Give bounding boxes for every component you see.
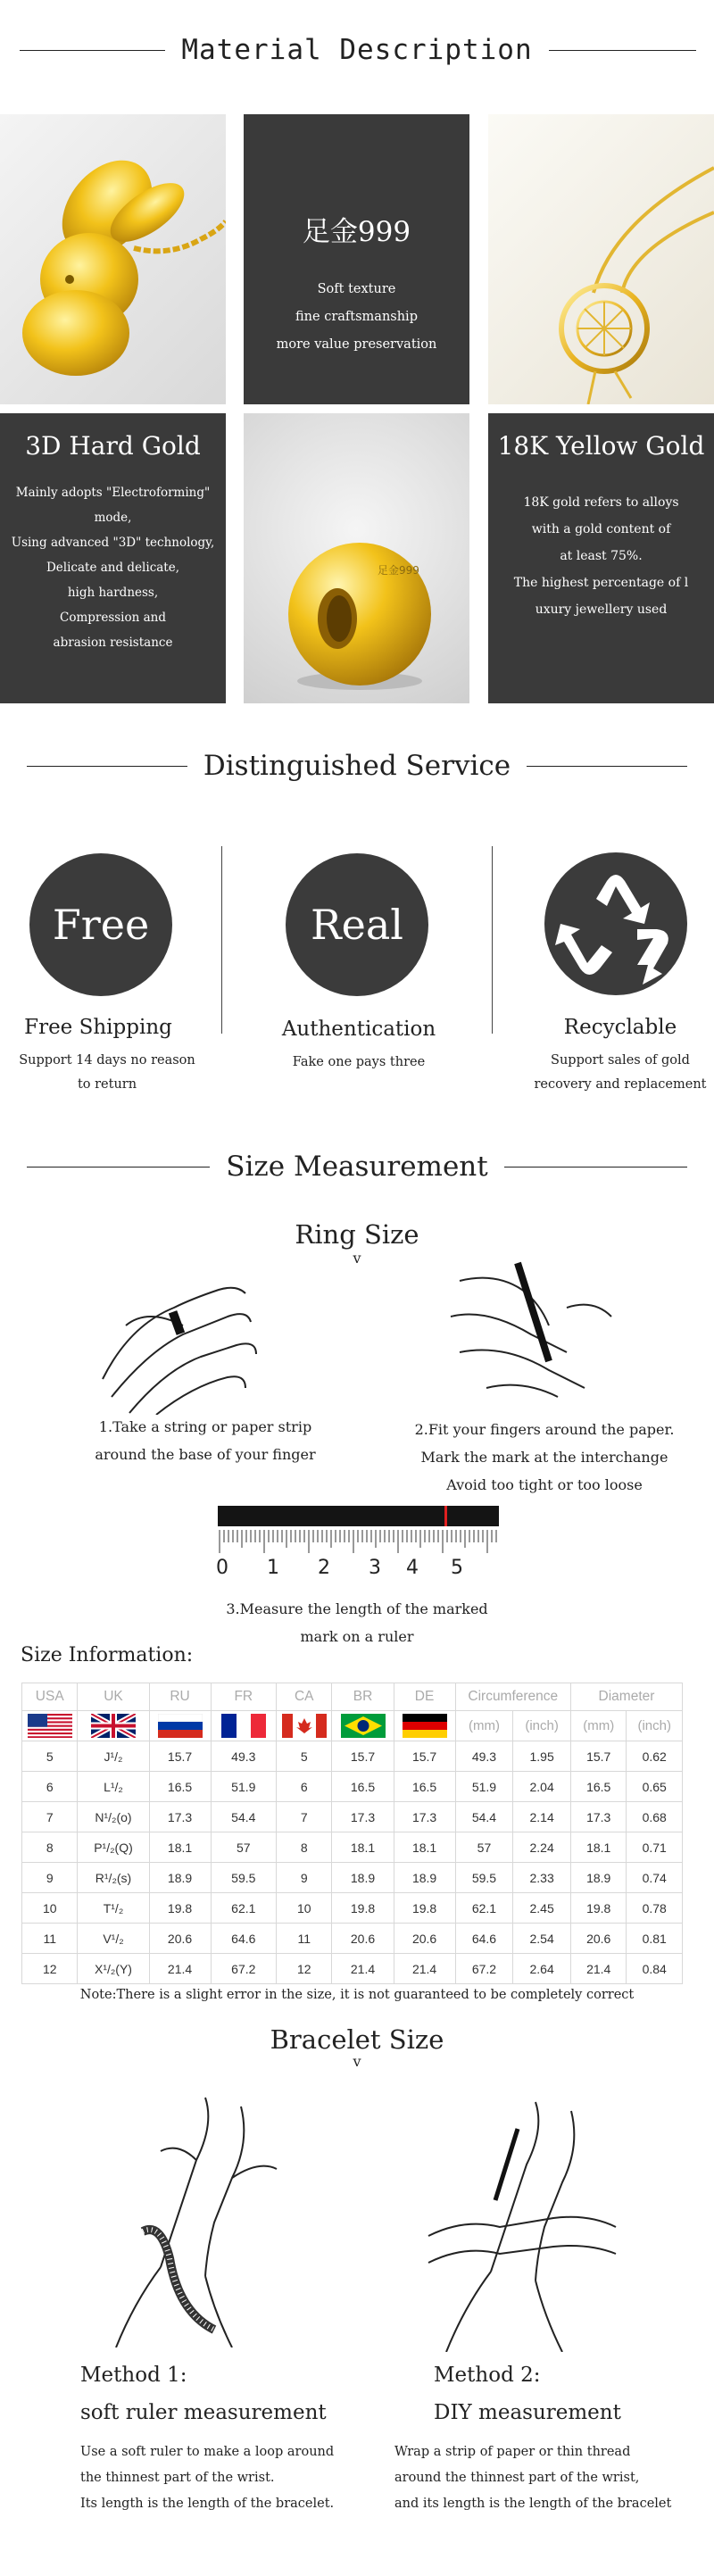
table-row xyxy=(22,1863,683,1893)
germany-flag-icon xyxy=(403,1714,447,1738)
rabbit-pendant-illustration xyxy=(0,114,226,404)
table-row xyxy=(22,1893,683,1924)
table-cell: V¹/₂ xyxy=(78,1924,149,1954)
table-cell: 20.6 xyxy=(570,1924,626,1954)
ruler-number: 2 xyxy=(318,1557,330,1579)
table-cell: 2.04 xyxy=(513,1772,571,1802)
table-cell: 10 xyxy=(22,1893,78,1924)
table-row xyxy=(22,1741,683,1772)
france-flag-icon xyxy=(221,1714,266,1738)
service-divider xyxy=(492,846,493,1034)
ruler-wrist-illustration xyxy=(107,2089,312,2347)
unit-inch: (inch) xyxy=(513,1711,571,1741)
ruler-number: 0 xyxy=(216,1557,228,1579)
table-cell: 2.24 xyxy=(513,1832,571,1863)
table-cell: 11 xyxy=(22,1924,78,1954)
col-br: BR xyxy=(332,1683,394,1711)
table-cell: 6 xyxy=(22,1772,78,1802)
hand-marking-illustration xyxy=(433,1254,638,1415)
table-cell: 21.4 xyxy=(394,1954,455,1984)
table-cell: 0.68 xyxy=(627,1802,683,1832)
gold-bead-illustration xyxy=(244,413,469,703)
canada-flag-icon xyxy=(282,1714,327,1738)
recycle-badge xyxy=(544,852,687,995)
table-cell: 15.7 xyxy=(149,1741,211,1772)
yellow-gold-line: 18K gold refers to alloys xyxy=(523,495,679,510)
table-cell: 16.5 xyxy=(332,1772,394,1802)
table-cell: 0.62 xyxy=(627,1741,683,1772)
ring-step-3: 3.Measure the length of the marked mark on a ruler xyxy=(226,1600,488,1645)
uk-flag-icon xyxy=(91,1714,136,1738)
yellow-gold-line: with a gold content of xyxy=(531,522,671,536)
hard-gold-line: Compression and xyxy=(59,611,166,625)
pure-gold-line: Soft texture xyxy=(317,282,396,296)
table-cell: 67.2 xyxy=(455,1954,513,1984)
hard-gold-tile xyxy=(0,413,226,703)
pure-gold-line: fine craftsmanship xyxy=(295,310,418,324)
table-cell: 67.2 xyxy=(211,1954,276,1984)
ruler-number: 5 xyxy=(451,1557,463,1579)
table-cell: 21.4 xyxy=(149,1954,211,1984)
authentication-heading: Authentication xyxy=(281,1018,436,1041)
table-cell: 19.8 xyxy=(149,1893,211,1924)
table-cell: 64.6 xyxy=(455,1924,513,1954)
paper-strip xyxy=(218,1506,499,1526)
yellow-gold-line: The highest percentage of l xyxy=(513,576,689,590)
size-section-title: Size Measurement xyxy=(0,1144,714,1189)
table-cell: J¹/₂ xyxy=(78,1741,149,1772)
table-cell: 18.9 xyxy=(394,1863,455,1893)
table-cell: R¹/₂(s) xyxy=(78,1863,149,1893)
table-cell: 54.4 xyxy=(455,1802,513,1832)
table-cell: 12 xyxy=(277,1954,332,1984)
table-cell: 51.9 xyxy=(211,1772,276,1802)
table-cell: 62.1 xyxy=(211,1893,276,1924)
free-badge: Free xyxy=(29,853,172,996)
hard-gold-line: Delicate and delicate, xyxy=(46,561,180,575)
col-ru: RU xyxy=(149,1683,211,1711)
hard-gold-heading: 3D Hard Gold xyxy=(25,431,201,461)
table-row xyxy=(22,1954,683,1984)
table-cell: 5 xyxy=(22,1741,78,1772)
strip-mark xyxy=(444,1506,447,1526)
yellow-gold-line: at least 75%. xyxy=(560,549,643,563)
bracelet-size-title: Bracelet Size xyxy=(270,2024,444,2055)
table-cell: 16.5 xyxy=(149,1772,211,1802)
unit-mm: (mm) xyxy=(570,1711,626,1741)
free-shipping-line: Support 14 days no reason xyxy=(19,1053,195,1068)
method-1-title: Method 1: xyxy=(80,2364,187,2387)
table-cell: 0.84 xyxy=(627,1954,683,1984)
table-cell: 19.8 xyxy=(332,1893,394,1924)
table-cell: 62.1 xyxy=(455,1893,513,1924)
table-cell: 18.9 xyxy=(332,1863,394,1893)
yellow-gold-line: uxury jewellery used xyxy=(535,602,668,617)
pure-gold-line: more value preservation xyxy=(276,337,437,352)
ruler-scale xyxy=(218,1530,499,1555)
method-2-title: Method 2: xyxy=(434,2364,541,2387)
table-cell: 8 xyxy=(22,1832,78,1863)
service-divider xyxy=(221,846,222,1034)
table-cell: 15.7 xyxy=(570,1741,626,1772)
ring-size-title: Ring Size xyxy=(295,1219,419,1250)
table-cell: 18.9 xyxy=(149,1863,211,1893)
rabbit-pendant-image xyxy=(0,114,226,404)
table-cell: 19.8 xyxy=(570,1893,626,1924)
table-cell: 54.4 xyxy=(211,1802,276,1832)
col-de: DE xyxy=(394,1683,455,1711)
table-cell: 17.3 xyxy=(332,1802,394,1832)
brazil-flag-icon xyxy=(341,1714,386,1738)
table-cell: L¹/₂ xyxy=(78,1772,149,1802)
table-cell: P¹/₂(Q) xyxy=(78,1832,149,1863)
table-cell: 20.6 xyxy=(149,1924,211,1954)
dreamcatcher-pendant-image xyxy=(488,114,714,404)
recyclable-heading: Recyclable xyxy=(563,1016,677,1039)
table-cell: 11 xyxy=(277,1924,332,1954)
hand-string-illustration xyxy=(94,1272,308,1415)
table-cell: 5 xyxy=(277,1741,332,1772)
table-cell: 19.8 xyxy=(394,1893,455,1924)
table-row xyxy=(22,1802,683,1832)
table-row xyxy=(22,1924,683,1954)
table-cell: 57 xyxy=(211,1832,276,1863)
table-cell: N¹/₂(o) xyxy=(78,1802,149,1832)
col-fr: FR xyxy=(211,1683,276,1711)
table-cell: 0.74 xyxy=(627,1863,683,1893)
table-cell: 18.1 xyxy=(149,1832,211,1863)
table-cell: 59.5 xyxy=(211,1863,276,1893)
table-cell: 10 xyxy=(277,1893,332,1924)
hard-gold-line: Using advanced "3D" technology, xyxy=(11,536,215,550)
table-row xyxy=(22,1832,683,1863)
table-cell: 16.5 xyxy=(394,1772,455,1802)
dreamcatcher-illustration xyxy=(488,114,714,404)
ring-step-1: 1.Take a string or paper strip around the base of your finger xyxy=(95,1418,316,1463)
recyclable-line: recovery and replacement xyxy=(534,1077,707,1092)
authentication-line: Fake one pays three xyxy=(292,1055,426,1069)
table-cell: 2.64 xyxy=(513,1954,571,1984)
ruler-number: 3 xyxy=(369,1557,381,1579)
free-shipping-heading: Free Shipping xyxy=(24,1016,172,1039)
ruler-number: 4 xyxy=(406,1557,419,1579)
table-cell: 7 xyxy=(22,1802,78,1832)
thread-wrist-illustration xyxy=(411,2093,625,2352)
table-cell: 18.1 xyxy=(332,1832,394,1863)
table-cell: 2.54 xyxy=(513,1924,571,1954)
table-cell: 2.33 xyxy=(513,1863,571,1893)
hard-gold-line: Mainly adopts "Electroforming" xyxy=(15,486,211,500)
hard-gold-line: abrasion resistance xyxy=(53,636,173,650)
table-cell: 18.9 xyxy=(570,1863,626,1893)
size-table xyxy=(21,1683,683,1984)
table-cell: 49.3 xyxy=(455,1741,513,1772)
table-cell: 17.3 xyxy=(394,1802,455,1832)
col-uk: UK xyxy=(78,1683,149,1711)
ring-step-2: 2.Fit your fingers around the paper. Mark the mark at the interchange Avoid too tight or too loose xyxy=(414,1421,675,1493)
russia-flag-icon xyxy=(158,1714,203,1738)
ruler-number: 1 xyxy=(267,1557,279,1579)
table-cell: 15.7 xyxy=(394,1741,455,1772)
pure-gold-tile xyxy=(244,114,469,404)
table-cell: 8 xyxy=(277,1832,332,1863)
method-1-description: Use a soft ruler to make a loop around the thinnest part of the wrist. Its length is the length of the bracelet. xyxy=(80,2445,335,2511)
table-cell: 16.5 xyxy=(570,1772,626,1802)
table-cell: 0.78 xyxy=(627,1893,683,1924)
method-2-subtitle: DIY measurement xyxy=(434,2401,621,2424)
table-cell: 20.6 xyxy=(332,1924,394,1954)
chevron-down-icon: v xyxy=(353,1250,361,1267)
table-cell: 51.9 xyxy=(455,1772,513,1802)
table-cell: 9 xyxy=(22,1863,78,1893)
col-circumference: Circumference xyxy=(455,1683,570,1711)
yellow-gold-heading: 18K Yellow Gold xyxy=(497,431,705,461)
recyclable-line: Support sales of gold xyxy=(551,1053,690,1068)
table-cell: 7 xyxy=(277,1802,332,1832)
size-info-title: Size Information: xyxy=(21,1644,194,1666)
table-header-row xyxy=(22,1683,683,1711)
hard-gold-line: high hardness, xyxy=(67,586,159,600)
size-note: Note:There is a slight error in the size, it is not guaranteed to be completely correct xyxy=(79,1988,635,2002)
pure-gold-heading: 足金999 xyxy=(302,216,411,248)
table-cell: 9 xyxy=(277,1863,332,1893)
table-cell: 17.3 xyxy=(149,1802,211,1832)
table-cell: 6 xyxy=(277,1772,332,1802)
service-section-title: Distinguished Service xyxy=(0,744,714,788)
table-row xyxy=(22,1772,683,1802)
chevron-down-icon: v xyxy=(353,2053,361,2070)
table-cell: 12 xyxy=(22,1954,78,1984)
flag-row xyxy=(22,1711,683,1741)
table-cell: 21.4 xyxy=(332,1954,394,1984)
table-cell: 20.6 xyxy=(394,1924,455,1954)
col-diameter: Diameter xyxy=(570,1683,682,1711)
free-shipping-line: to return xyxy=(77,1077,137,1092)
table-cell: 2.45 xyxy=(513,1893,571,1924)
unit-mm: (mm) xyxy=(455,1711,513,1741)
hard-gold-line: mode, xyxy=(94,511,132,525)
usa-flag-icon xyxy=(28,1714,72,1738)
recycle-icon xyxy=(544,852,687,995)
col-ca: CA xyxy=(277,1683,332,1711)
table-cell: 0.81 xyxy=(627,1924,683,1954)
table-cell: 0.65 xyxy=(627,1772,683,1802)
table-cell: 18.1 xyxy=(570,1832,626,1863)
unit-inch: (inch) xyxy=(627,1711,683,1741)
table-cell: 17.3 xyxy=(570,1802,626,1832)
table-cell: 15.7 xyxy=(332,1741,394,1772)
table-cell: 2.14 xyxy=(513,1802,571,1832)
gold-bead-image xyxy=(244,413,469,703)
method-2-description: Wrap a strip of paper or thin thread around the thinnest part of the wrist, and its length is the length of the bracelet xyxy=(394,2445,672,2511)
table-cell: 0.71 xyxy=(627,1832,683,1863)
real-badge: Real xyxy=(286,853,428,996)
table-cell: 59.5 xyxy=(455,1863,513,1893)
col-usa: USA xyxy=(22,1683,78,1711)
table-cell: T¹/₂ xyxy=(78,1893,149,1924)
table-cell: 49.3 xyxy=(211,1741,276,1772)
material-section-title: Material Description xyxy=(0,27,714,73)
yellow-gold-tile xyxy=(488,413,714,703)
table-cell: 64.6 xyxy=(211,1924,276,1954)
table-cell: 18.1 xyxy=(394,1832,455,1863)
table-cell: 1.95 xyxy=(513,1741,571,1772)
bead-stamp: 足金999 xyxy=(378,564,419,577)
table-cell: 57 xyxy=(455,1832,513,1863)
table-cell: X¹/₂(Y) xyxy=(78,1954,149,1984)
table-cell: 21.4 xyxy=(570,1954,626,1984)
method-1-subtitle: soft ruler measurement xyxy=(80,2401,327,2424)
